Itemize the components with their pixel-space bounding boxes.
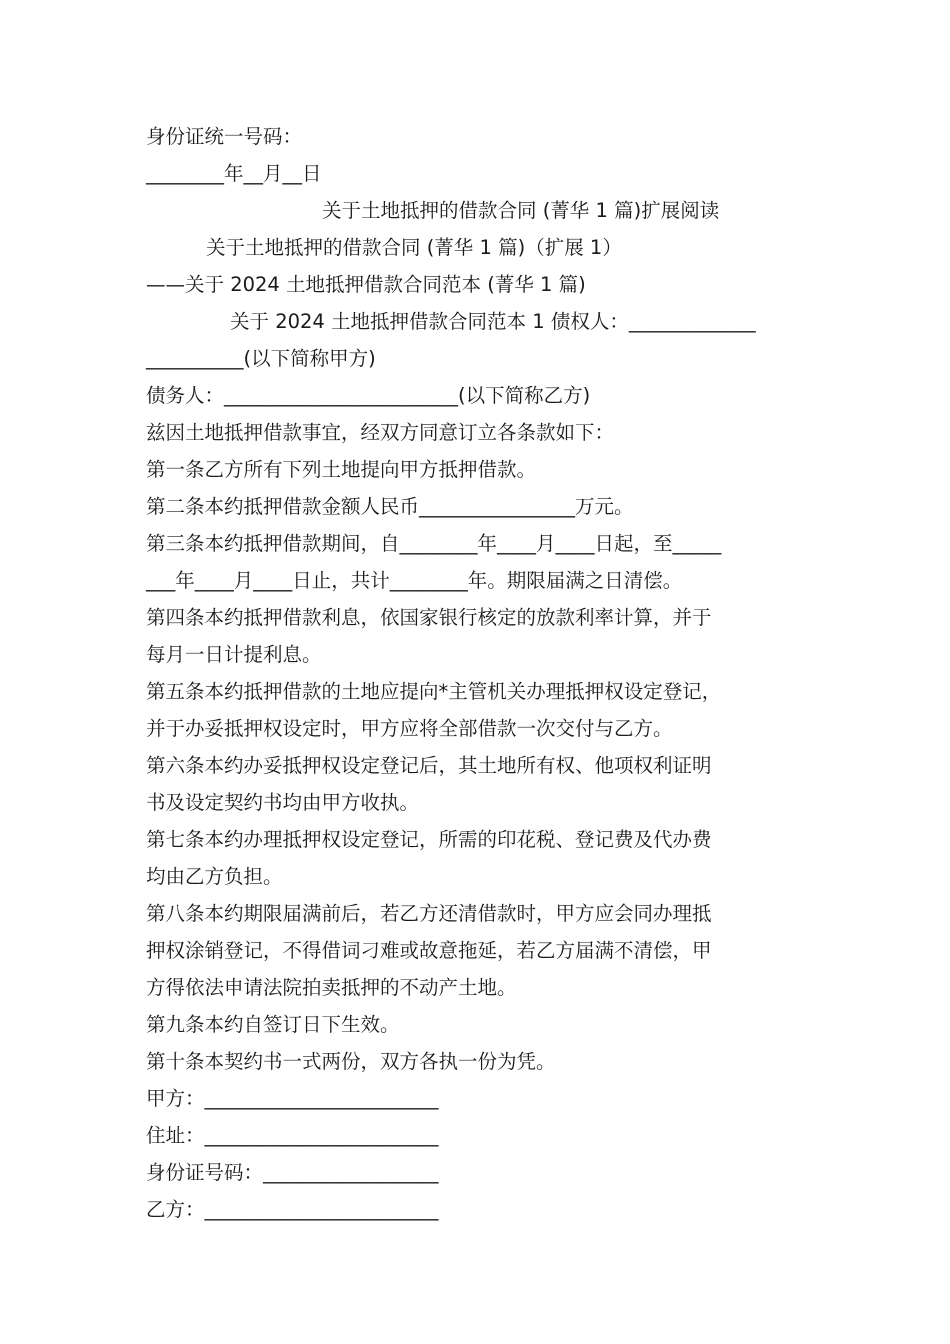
- address-field: 住址：________________________: [146, 1124, 439, 1147]
- id-number-label: 身份证统一号码：: [146, 125, 303, 148]
- article-8-line-3: 方得依法申请法院拍卖抵押的不动产土地。: [146, 976, 517, 999]
- subtitle-line: ——关于 2024 土地抵押借款合同范本 (菁华 1 篇): [146, 273, 586, 296]
- party-b-field: 乙方：________________________: [146, 1198, 439, 1221]
- extension-title: 关于土地抵押的借款合同 (菁华 1 篇)（扩展 1）: [206, 236, 622, 259]
- article-4-line-2: 每月一日计提利息。: [146, 643, 322, 666]
- article-6-line-2: 书及设定契约书均由甲方收执。: [146, 791, 420, 814]
- article-1: 第一条乙方所有下列土地提向甲方抵押借款。: [146, 458, 537, 481]
- creditor-line-cont: __________(以下简称甲方): [146, 347, 376, 370]
- article-7-line-1: 第七条本约办理抵押权设定登记，所需的印花税、登记费及代办费: [146, 828, 712, 851]
- creditor-line: 关于 2024 土地抵押借款合同范本 1 债权人：_____________: [230, 310, 756, 333]
- article-2: 第二条本约抵押借款金额人民币________________万元。: [146, 495, 634, 518]
- article-4-line-1: 第四条本约抵押借款利息，依国家银行核定的放款利率计算，并于: [146, 606, 712, 629]
- extended-reading-heading: 关于土地抵押的借款合同 (菁华 1 篇)扩展阅读: [322, 199, 720, 222]
- article-3-line-1: 第三条本约抵押借款期间，自________年____月____日起，至_____: [146, 532, 722, 555]
- date-line: ________年__月__日: [146, 162, 322, 185]
- debtor-line: 债务人：________________________(以下简称乙方): [146, 384, 591, 407]
- article-10: 第十条本契约书一式两份，双方各执一份为凭。: [146, 1050, 556, 1073]
- id-number-field: 身份证号码：__________________: [146, 1161, 439, 1184]
- preamble: 兹因土地抵押借款事宜，经双方同意订立各条款如下：: [146, 421, 615, 444]
- article-8-line-1: 第八条本约期限届满前后，若乙方还清借款时，甲方应会同办理抵: [146, 902, 712, 925]
- article-5-line-2: 并于办妥抵押权设定时，甲方应将全部借款一次交付与乙方。: [146, 717, 673, 740]
- article-3-line-2: ___年____月____日止，共计________年。期限届满之日清偿。: [146, 569, 683, 592]
- article-5-line-1: 第五条本约抵押借款的土地应提向*主管机关办理抵押权设定登记，: [146, 680, 722, 703]
- article-9: 第九条本约自签订日下生效。: [146, 1013, 400, 1036]
- article-8-line-2: 押权涂销登记，不得借词刁难或故意拖延，若乙方届满不清偿，甲: [146, 939, 712, 962]
- article-7-line-2: 均由乙方负担。: [146, 865, 283, 888]
- document-body: [146, 118, 808, 1228]
- party-a-field: 甲方：________________________: [146, 1087, 439, 1110]
- article-6-line-1: 第六条本约办妥抵押权设定登记后，其土地所有权、他项权利证明: [146, 754, 712, 777]
